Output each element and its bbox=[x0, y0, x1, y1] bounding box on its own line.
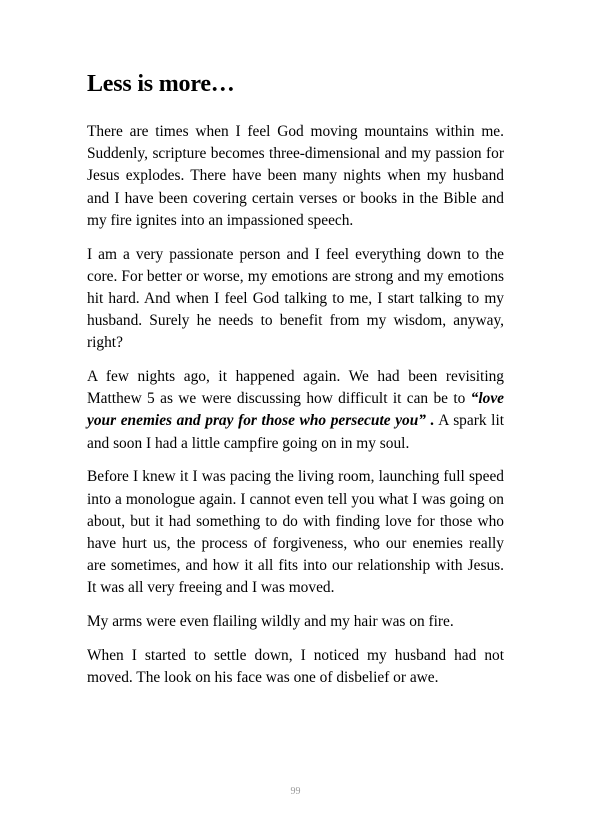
paragraph-3-tail: A spark lit and soon I had a little campfire going on in my soul. bbox=[87, 412, 504, 452]
scripture-quote: “love your enemies and pray for those who persecute you” . bbox=[87, 390, 504, 430]
paragraph-4: Before I knew it I was pacing the living room, launching full speed into a monologue again. I cannot even tell you what I was going on about, but it had something to do with finding love for those who have hurt us, the process of forgiveness, who our enemies really are sometimes, and how it all fits into our relationship with Jesus. It was all very freeing and I was moved. bbox=[87, 468, 504, 597]
paragraph-2: I am a very passionate person and I feel everything down to the core. For better or worse, my emotions are strong and my emotions hit hard. And when I feel God talking to me, I start talking to my husband. Surely he needs to benefit from my wisdom, anyway, right? bbox=[87, 245, 504, 352]
paragraph-1: There are times when I feel God moving mountains within me. Suddenly, scripture becomes three-dimensional and my passion for Jesus explodes. There have been many nights when my husband and I have been covering certain verses or books in the Bible and my fire ignites into an impassioned speech. bbox=[87, 123, 504, 229]
paragraph-3-lead: A few nights ago, it happened again. We had been revisiting Matthew 5 as we were discussing how difficult it can be to bbox=[87, 368, 504, 408]
page-number: 99 bbox=[290, 786, 301, 797]
paragraph-3 bbox=[87, 366, 504, 455]
page-title: Less is more… bbox=[87, 71, 235, 97]
body-text bbox=[87, 121, 504, 701]
paragraph-6: When I started to settle down, I noticed my husband had not moved. The look on his face was one of disbelief or awe. bbox=[87, 646, 504, 686]
paragraph-5: My arms were even flailing wildly and my hair was on fire. bbox=[87, 613, 454, 631]
